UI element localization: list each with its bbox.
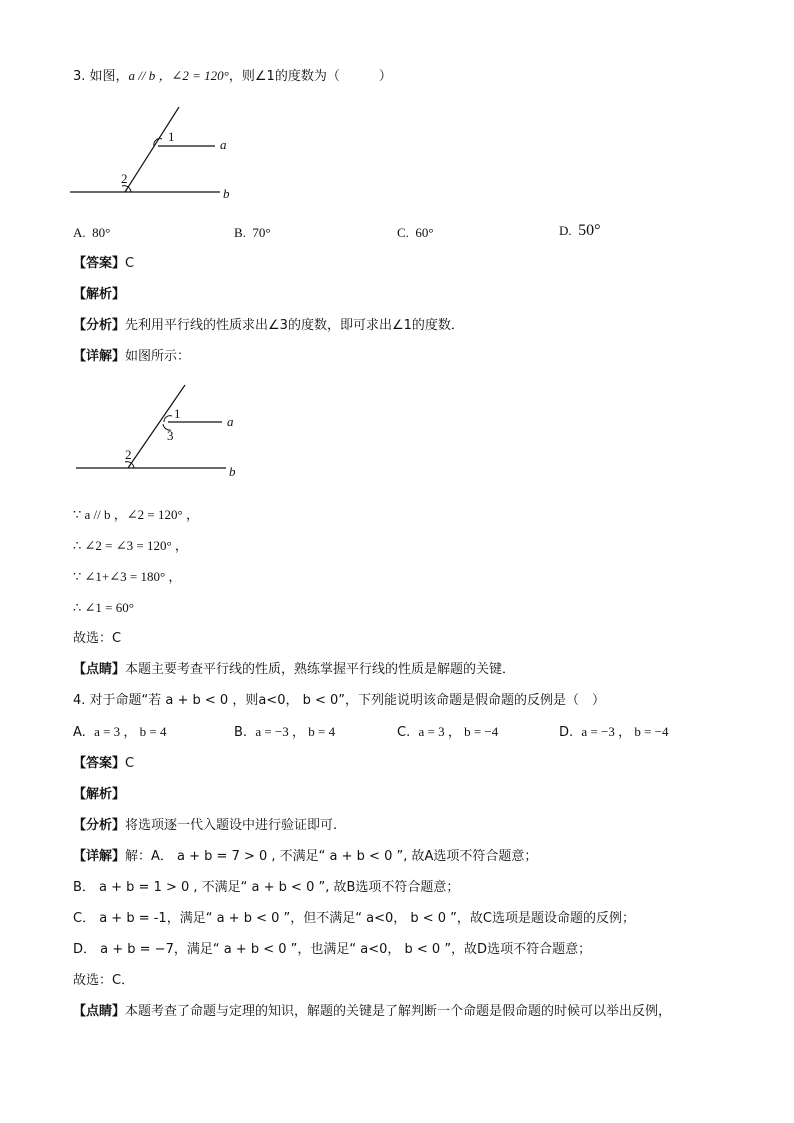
q3-stem-prefix: 3. 如图， bbox=[73, 69, 129, 84]
q3-figure bbox=[70, 104, 240, 204]
q3-step-2: ∴ ∠2 = ∠3 = 120° ， bbox=[73, 538, 188, 553]
q3-figure-detail bbox=[76, 382, 246, 482]
q4-fenxi bbox=[73, 817, 337, 835]
q4-option-c-text: a = 3 ， b = −4 bbox=[418, 724, 499, 739]
q3-option-d-letter: D. bbox=[559, 223, 572, 238]
q3-option-b-text: 70° bbox=[252, 225, 271, 240]
q3-analysis-tag: 【解析】 bbox=[73, 287, 126, 302]
q3-dianjing-text: 本题主要考查平行线的性质，熟练掌握平行线的性质是解题的关键． bbox=[125, 662, 516, 677]
q4-option-a-text: a = 3 ， b = 4 bbox=[94, 724, 167, 739]
q3-answer-value: C bbox=[125, 256, 135, 271]
q3-choose: 故选：C bbox=[73, 631, 122, 646]
q3-step-3: ∵ ∠1+∠3 = 180° ， bbox=[73, 569, 182, 584]
q4-xiangjie bbox=[73, 848, 537, 866]
q4-dianjing-text: 本题考查了命题与定理的知识，解题的关键是了解判断一个命题是假命题的时候可以举出反例， bbox=[125, 1004, 672, 1019]
q3-fenxi-text: 先利用平行线的性质求出∠3的度数，即可求出∠1的度数． bbox=[125, 318, 464, 333]
q3-step-4: ∴ ∠1 = 60° bbox=[73, 600, 134, 615]
q4-option-a bbox=[73, 723, 167, 742]
q3-option-d-text: 50° bbox=[578, 222, 601, 239]
q4-option-b-letter: B. bbox=[234, 725, 248, 740]
q4-analysis-tag: 【解析】 bbox=[73, 787, 126, 802]
q3-answer bbox=[73, 255, 134, 273]
q3-option-c bbox=[397, 224, 434, 242]
q4-line-c: C． a + b = -1，满足“ a + b < 0 ”，但不满足“ a<0， b < 0 ”，故C选项是题设命题的反例； bbox=[73, 911, 635, 926]
q4-fenxi-text: 将选项逐一代入题设中进行验证即可. bbox=[125, 818, 338, 833]
q4-fenxi-tag: 【分析】 bbox=[73, 818, 126, 833]
q3-option-d bbox=[559, 222, 601, 240]
fig2-label-b: b bbox=[229, 464, 236, 479]
fig2-label-3: 3 bbox=[167, 428, 174, 443]
q4-xiangjie-text: 解：A． a + b = 7 > 0 , 不满足“ a + b < 0 ”, 故A选项不符合题意； bbox=[125, 849, 538, 864]
q3-option-b-letter: B. bbox=[234, 225, 246, 240]
q4-option-d bbox=[559, 723, 669, 742]
q4-stem: 4. 对于命题“若 a + b < 0 ，则a<0， b < 0”，下列能说明该命题是假命题的反例是（ ） bbox=[73, 693, 606, 708]
q3-xiangjie-text: 如图所示： bbox=[125, 349, 191, 364]
q3-dianjing-tag: 【点睛】 bbox=[73, 662, 126, 677]
fig2-label-2: 2 bbox=[125, 447, 132, 462]
q3-fenxi bbox=[73, 317, 464, 335]
q3-xiangjie-tag: 【详解】 bbox=[73, 349, 126, 364]
q4-option-b-text: a = −3 ， b = 4 bbox=[255, 724, 336, 739]
q3-dianjing bbox=[73, 661, 515, 679]
fig1-label-1: 1 bbox=[168, 129, 175, 144]
q4-xiangjie-tag: 【详解】 bbox=[73, 849, 126, 864]
fig1-label-a: a bbox=[220, 137, 227, 152]
q3-option-a-letter: A. bbox=[73, 225, 86, 240]
q3-answer-tag: 【答案】 bbox=[73, 256, 126, 271]
q3-option-a bbox=[73, 224, 110, 242]
q4-option-d-text: a = −3 ， b = −4 bbox=[581, 724, 669, 739]
q3-xiangjie bbox=[73, 348, 190, 366]
q3-option-b bbox=[234, 224, 271, 242]
q3-stem-math: a // b ，∠2 = 120° bbox=[128, 68, 229, 83]
q4-analysis bbox=[73, 786, 125, 804]
fig1-label-b: b bbox=[223, 186, 230, 201]
q4-option-d-letter: D. bbox=[559, 725, 574, 740]
q3-fenxi-tag: 【分析】 bbox=[73, 318, 126, 333]
q4-dianjing bbox=[73, 1003, 671, 1021]
q4-dianjing-tag: 【点睛】 bbox=[73, 1004, 126, 1019]
q3-option-a-text: 80° bbox=[92, 225, 111, 240]
q4-option-c-letter: C. bbox=[397, 725, 411, 740]
q4-choose: 故选：C． bbox=[73, 973, 135, 988]
q4-answer-tag: 【答案】 bbox=[73, 756, 126, 771]
q4-option-b bbox=[234, 723, 335, 742]
fig2-label-a: a bbox=[227, 414, 234, 429]
q4-answer-value: C bbox=[125, 756, 135, 771]
q3-stem-suffix: ，则∠1的度数为（ ） bbox=[228, 69, 392, 84]
q3-option-c-letter: C. bbox=[397, 225, 409, 240]
q4-line-b: B． a + b = 1 > 0 , 不满足“ a + b < 0 ”, 故B选项不符合题意； bbox=[73, 880, 460, 895]
q4-option-c bbox=[397, 723, 498, 742]
q3-analysis bbox=[73, 286, 125, 304]
q4-option-a-letter: A. bbox=[73, 725, 86, 740]
q3-option-c-text: 60° bbox=[415, 225, 434, 240]
q3-stem bbox=[73, 67, 392, 86]
q3-step-1: ∵ a // b ，∠2 = 120° ， bbox=[73, 507, 199, 522]
fig2-label-1: 1 bbox=[174, 406, 181, 421]
q4-line-d: D． a + b = −7，满足“ a + b < 0 ”，也满足“ a<0， b < 0 ”，故D选项不符合题意； bbox=[73, 942, 592, 957]
q4-answer bbox=[73, 755, 134, 773]
fig1-label-2: 2 bbox=[121, 171, 128, 186]
